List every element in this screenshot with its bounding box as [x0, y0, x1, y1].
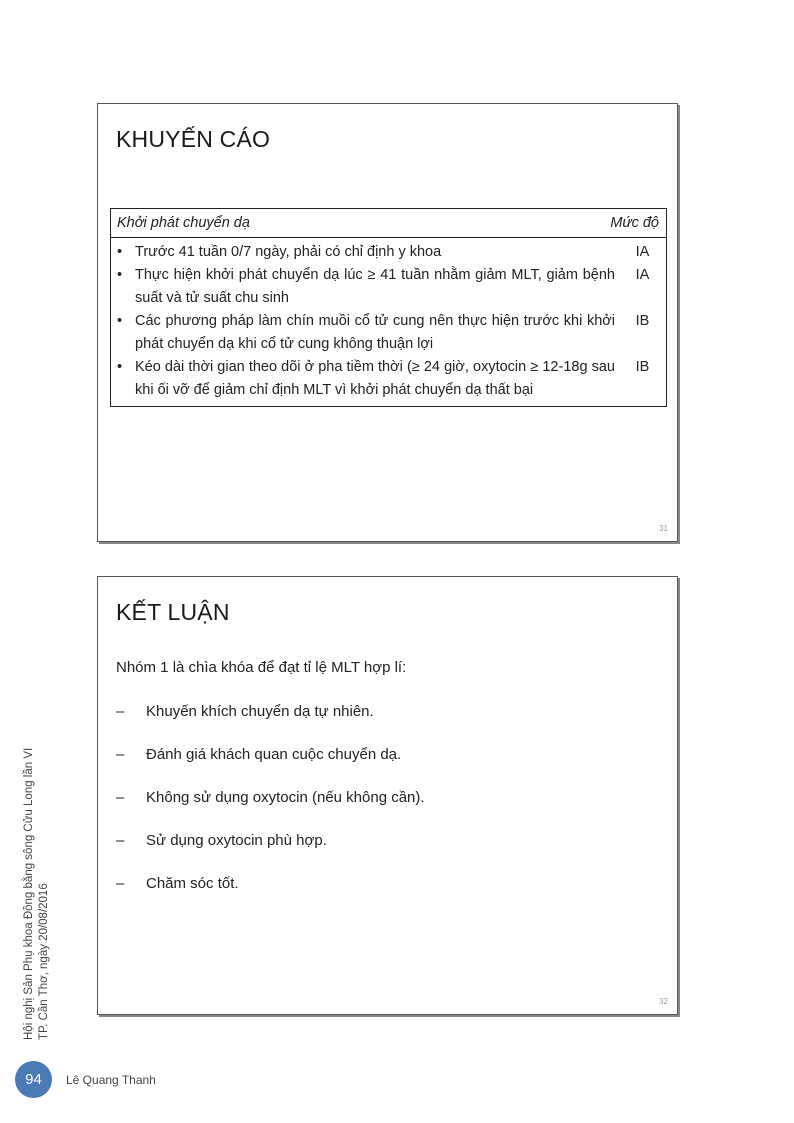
table-row — [111, 241, 666, 264]
row-text: Các phương pháp làm chín muồi cổ tử cung nên thực hiện trước khi khởi phát chuyển dạ khi cổ tử cung không thuận lợi — [135, 313, 615, 352]
slide-number: 31 — [659, 524, 668, 533]
bullet-icon: • — [117, 359, 123, 375]
row-text: Trước 41 tuần 0/7 ngày, phải có chỉ định y khoa — [135, 244, 442, 260]
conference-caption — [22, 748, 52, 1040]
conference-date: TP. Cần Thơ, ngày 20/08/2016 — [38, 883, 50, 1040]
recommendation-table — [110, 208, 667, 407]
list-item-text: Không sử dụng oxytocin (nếu không cần). — [146, 789, 425, 806]
list-item-text: Sử dụng oxytocin phù hợp. — [146, 832, 327, 849]
list-item — [116, 832, 425, 875]
table-body — [111, 238, 666, 406]
conference-name: Hội nghị Sản Phụ khoa Đồng bằng sông Cửu Long lần VI — [23, 747, 35, 1040]
list-item — [116, 703, 425, 746]
row-level: IA — [635, 267, 650, 283]
bullet-icon: • — [117, 267, 123, 283]
slide-title: KẾT LUẬN — [116, 599, 230, 625]
list-item-text: Đánh giá khách quan cuộc chuyển dạ. — [146, 746, 402, 763]
table-row — [111, 356, 666, 402]
row-level: IB — [635, 313, 650, 329]
dash-icon: – — [116, 789, 125, 806]
table-header — [111, 209, 666, 238]
header-level: Mức độ — [610, 215, 659, 231]
list-item-text: Khuyến khích chuyển dạ tự nhiên. — [146, 703, 374, 720]
dash-icon: – — [116, 746, 125, 763]
list-item — [116, 875, 425, 918]
page-number-badge: 94 — [15, 1061, 52, 1098]
dash-icon: – — [116, 703, 125, 720]
row-text: Thực hiện khởi phát chuyển dạ lúc ≥ 41 tuần nhằm giảm MLT, giảm bệnh suất và tử suất chu sinh — [135, 267, 615, 306]
row-text: Kéo dài thời gian theo dõi ở pha tiềm thời (≥ 24 giờ, oxytocin ≥ 12-18g sau khi ối vỡ để giảm chỉ định MLT vì khởi phát chuyển dạ thất bại — [135, 359, 615, 398]
slide-recommendations — [97, 103, 678, 542]
list-item-text: Chăm sóc tốt. — [146, 875, 239, 892]
table-row — [111, 264, 666, 310]
slide-title: KHUYẾN CÁO — [116, 126, 271, 152]
intro-text: Nhóm 1 là chìa khóa để đạt tỉ lệ MLT hợp lí: — [116, 659, 407, 676]
header-topic: Khởi phát chuyển dạ — [117, 215, 250, 231]
author-name: Lê Quang Thanh — [66, 1073, 156, 1087]
dash-icon: – — [116, 832, 125, 849]
row-level: IA — [635, 244, 650, 260]
list-item — [116, 789, 425, 832]
slide-number: 32 — [659, 997, 668, 1006]
conclusion-list — [116, 703, 425, 918]
dash-icon: – — [116, 875, 125, 892]
list-item — [116, 746, 425, 789]
table-row — [111, 310, 666, 356]
bullet-icon: • — [117, 244, 123, 260]
row-level: IB — [635, 359, 650, 375]
bullet-icon: • — [117, 313, 123, 329]
slide-conclusion — [97, 576, 678, 1015]
